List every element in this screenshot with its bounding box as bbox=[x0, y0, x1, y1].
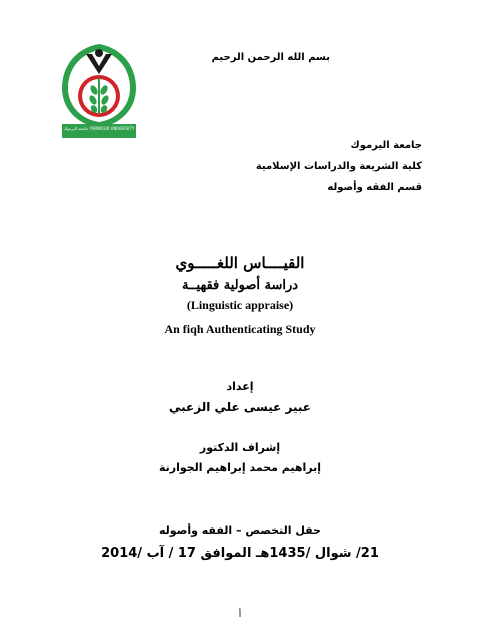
faculty-name: كلية الشريعة والدراسات الإسلامية bbox=[255, 161, 422, 172]
supervisor-name: إبراهيم محمد إبراهيم الجوارنة bbox=[158, 461, 322, 474]
prepared-by-label: إعداد bbox=[226, 380, 254, 393]
specialization-field: حقل التخصص – الفقه وأصوله bbox=[159, 524, 321, 537]
thesis-subtitle-arabic: دراسة أصولية فقهيــة bbox=[181, 278, 299, 293]
university-name: جامعة اليرموك bbox=[350, 140, 422, 151]
thesis-title-english: (Linguistic appraise) bbox=[186, 298, 294, 312]
thesis-subtitle-english: An fiqh Authenticating Study bbox=[164, 322, 316, 336]
page-number: أ bbox=[238, 610, 242, 620]
submission-date: 21/ شوال /1435هـ الموافق 17 / آب /2014 bbox=[101, 546, 379, 561]
author-name: عبير عيسى علي الزعبي bbox=[169, 400, 311, 414]
university-logo-graphic bbox=[56, 40, 142, 140]
basmala: بسم الله الرحمن الرحيم bbox=[211, 52, 330, 63]
logo-caption: جامعة اليرموك YARMOUK UNIVERSITY bbox=[63, 126, 135, 131]
university-logo bbox=[56, 40, 142, 140]
thesis-title-arabic: القيــــاس اللغـــــوي bbox=[175, 254, 305, 272]
supervisor-label: إشراف الدكتور bbox=[199, 441, 281, 454]
department-name: قسم الفقه وأصوله bbox=[327, 182, 422, 193]
